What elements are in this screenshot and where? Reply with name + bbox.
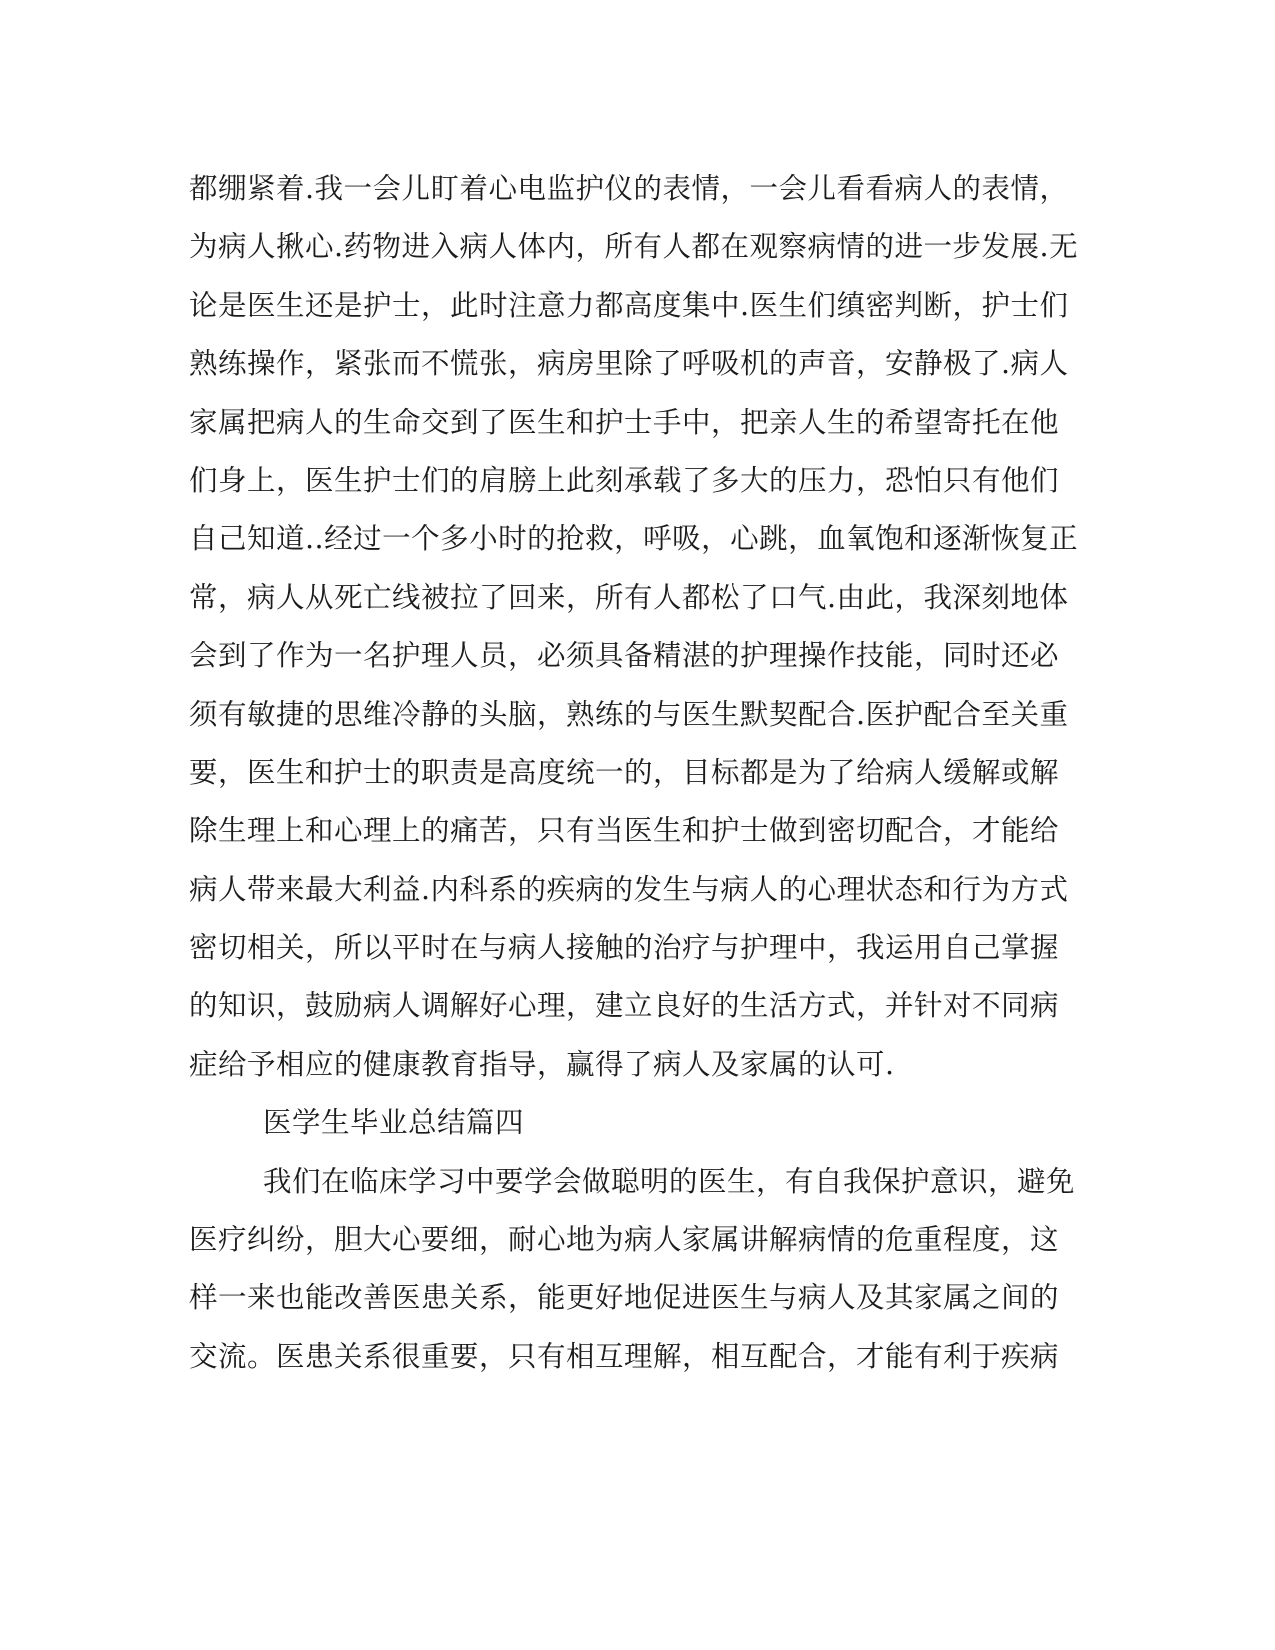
paragraph-line: 都绷紧着.我一会儿盯着心电监护仪的表情，一会儿看看病人的表情， (189, 172, 1069, 205)
paragraph-line: 须有敏捷的思维冷静的头脑，熟练的与医生默契配合.医护配合至关重 (189, 697, 1069, 731)
paragraph-line: 会到了作为一名护理人员，必须具备精湛的护理操作技能，同时还必 (189, 639, 1060, 673)
paragraph-line: 我们在临床学习中要学会做聪明的医生，有自我保护意识，避免 (263, 1164, 1076, 1198)
paragraph-line: 们身上，医生护士们的肩膀上此刻承载了多大的压力，恐怕只有他们 (189, 463, 1060, 497)
paragraph-line: 除生理上和心理上的痛苦，只有当医生和护士做到密切配合，才能给 (189, 814, 1060, 848)
paragraph-line: 自己知道..经过一个多小时的抢救，呼吸，心跳，血氧饱和逐渐恢复正 (189, 522, 1079, 556)
paragraph-line: 交流。医患关系很重要，只有相互理解，相互配合，才能有利于疾病 (189, 1339, 1060, 1373)
paragraph-line: 论是医生还是护士，此时注意力都高度集中.医生们缜密判断，护士们 (189, 288, 1069, 322)
paragraph-line: 病人带来最大利益.内科系的疾病的发生与病人的心理状态和行为方式 (189, 872, 1069, 906)
paragraph-line: 样一来也能改善医患关系，能更好地促进医生与病人及其家属之间的 (189, 1281, 1060, 1315)
document-body (189, 160, 1089, 1386)
paragraph-line: 症给予相应的健康教育指导，赢得了病人及家属的认可. (189, 1047, 895, 1081)
paragraph-line: 常，病人从死亡线被拉了回来，所有人都松了口气.由此，我深刻地体 (189, 580, 1069, 614)
paragraph-line: 要，医生和护士的职责是高度统一的，目标都是为了给病人缓解或解 (189, 755, 1060, 789)
paragraph-line: 为病人揪心.药物进入病人体内，所有人都在观察病情的进一步发展.无 (189, 230, 1079, 264)
paragraph-line: 熟练操作，紧张而不慌张，病房里除了呼吸机的声音，安静极了.病人 (189, 347, 1069, 381)
paragraph-line: 医疗纠纷，胆大心要细，耐心地为病人家属讲解病情的危重程度，这 (189, 1223, 1060, 1257)
paragraph-line: 密切相关，所以平时在与病人接触的治疗与护理中，我运用自己掌握 (189, 931, 1060, 965)
section-title: 医学生毕业总结篇四 (263, 1106, 525, 1140)
paragraph-line: 的知识，鼓励病人调解好心理，建立良好的生活方式，并针对不同病 (189, 989, 1060, 1023)
paragraph-line: 家属把病人的生命交到了医生和护士手中，把亲人生的希望寄托在他 (189, 405, 1060, 439)
